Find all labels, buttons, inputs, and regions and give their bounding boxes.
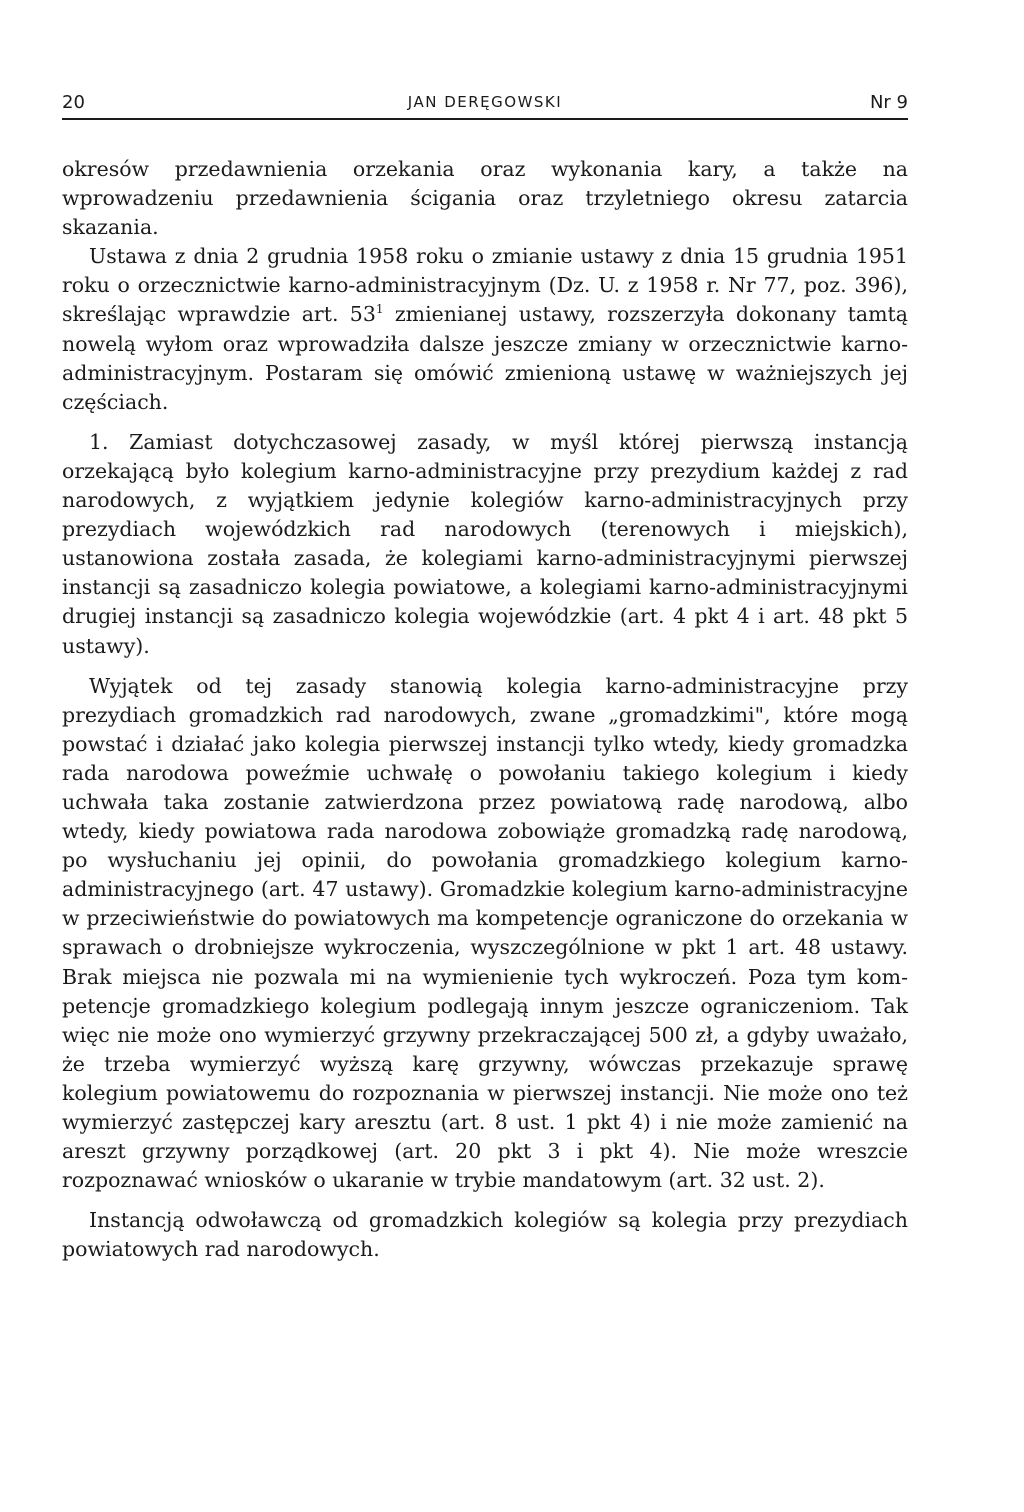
- paragraph-statute-amendment: Ustawa z dnia 2 grudnia 1958 roku o zmianie ustawy z dnia 15 grudnia 1951 roku o orzecznictwie karno-administracyjnym (Dz. U. z 1958 r. Nr 77, poz. 396), skreślając wprawdzie art. $53^1$ zmienianej ustawy, rozszerzyła dokonany tamtą nowelą wyłom oraz wprowadziła dalsze jeszcze zmiany w orzecznictwie karno-administracyjnym. Postaram się omówić zmienioną ustawę w ważniejszych jej częściach.: [62, 244, 908, 414]
- paragraph-continuation: okresów przedawnienia orzekania oraz wykonania kary, a także na wprowadzeniu przedawnienia ścigania oraz trzyletniego okresu zatarcia skazania.: [62, 157, 908, 240]
- page-number: 20: [62, 92, 85, 113]
- issue-number: Nr 9: [869, 92, 908, 113]
- paragraph-appeal-instance: Instancją odwoławczą od gromadzkich kolegiów są kolegia przy prezydiach powiatowych rad narodowych.: [62, 1208, 908, 1262]
- paragraph-point-1: 1. Zamiast dotychczasowej zasady, w myśl której pierwszą instancją orzekającą było kolegium karno-administracyjne przy prezydium każdej z rad narodowych, z wyjątkiem jedynie kolegiów karno-administracyjnych przy prezydiach wojewódzkich rad narodowych (terenowych i miejskich), ustanowiona została zasada, że kolegiami karno-administracyjnymi pierwszej instancji są zasadniczo kolegia powiatowe, a kolegiami karno-administracyjnymi drugiej instancji są zasadniczo kolegia wojewódzkie (art. 4 pkt 4 i art. 48 pkt 5 ustawy).: [62, 429, 908, 658]
- running-header: [62, 92, 908, 120]
- running-header-author: JAN DERĘGOWSKI: [407, 93, 563, 111]
- article-superscript: 1: [375, 302, 384, 317]
- paragraph-exception: Wyjątek od tej zasady stanowią kolegia karno-administracyjne przy prezydiach gromadzkich rad narodowych, zwane „gromadzkimi", które mogą powstać i działać jako kolegia pierwszej instancji tylko wtedy, kiedy gromadzka rada narodowa poweźmie uchwałę o powołaniu takiego kolegium i kiedy uchwała taka zostanie zatwierdzona przez powiatową radę narodową, albo wtedy, kiedy powiatowa rada narodowa zobowiąże gromadzką radę narodową, po wysłuchaniu jej opinii, do powołania gromadzkiego kolegium karno-administracyjnego (art. 47 ustawy). Gromadzkie kolegium karno-administracyjne w przeciwieństwie do powiatowych ma kompetencje ograniczone do orzekania w sprawach o drobniejsze wykroczenia, wyszczególnione w pkt 1 art. 48 ustawy. Brak miejsca nie pozwala mi na wymienienie tych wykroczeń. Poza tym kompetencje gromadzkiego kolegium podlegają innym jeszcze ograniczeniom. Tak więc nie może ono wymierzyć grzywny przekraczającej 500 zł, a gdyby uważało, że trzeba wymierzyć wyższą karę grzywny, wówczas przekazuje sprawę kolegium powiatowemu do rozpoznania w pierwszej instancji. Nie może ono też wymierzyć zastępczej kary aresztu (art. 8 ust. 1 pkt 4) i nie może zamienić na areszt grzywny porządkowej (art. 20 pkt 3 i pkt 4). Nie może wreszcie rozpoznawać wniosków o ukaranie w trybie mandatowym (art. 32 ust. 2).: [62, 673, 908, 1193]
- article-body: [62, 155, 908, 1264]
- document-page: [62, 92, 908, 1264]
